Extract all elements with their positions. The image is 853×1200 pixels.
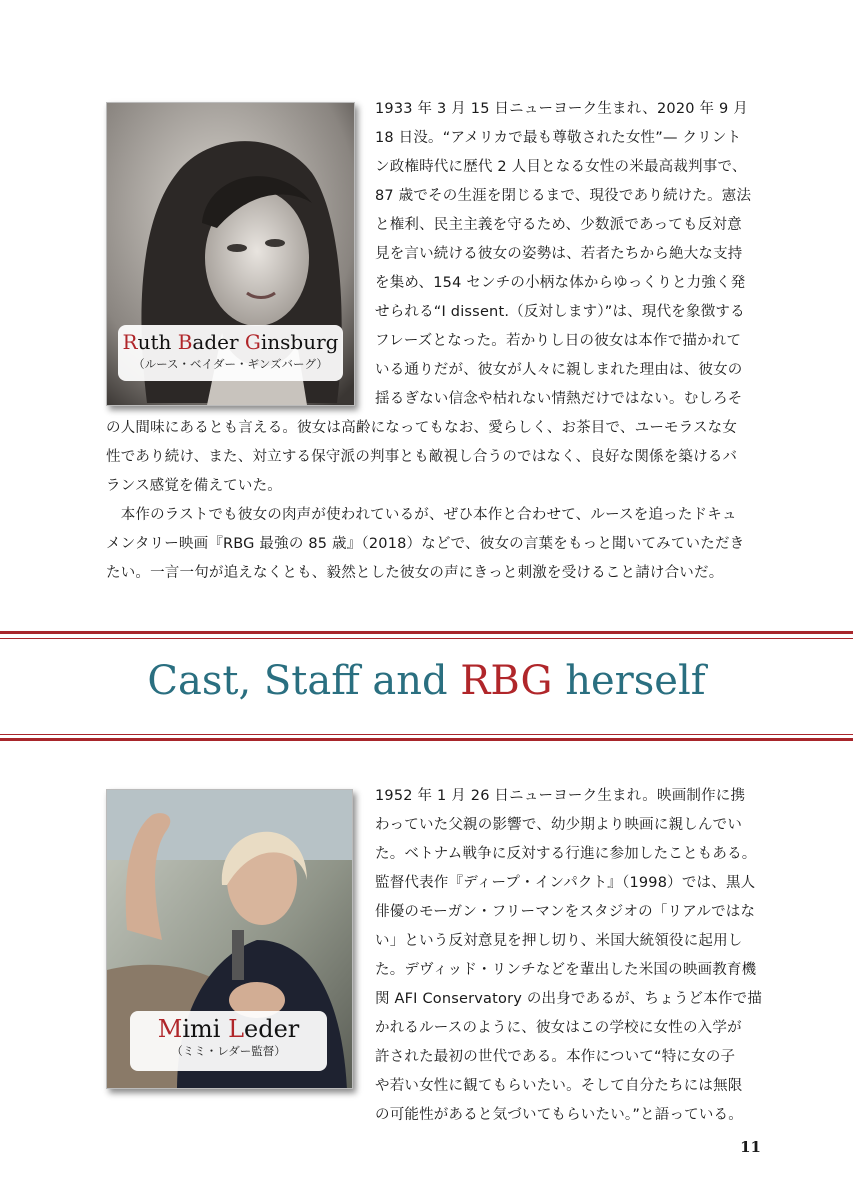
text-line: メンタリー映画『RBG 最強の 85 歳』（2018）などで、彼女の言葉をもっと聞いてみていただき (106, 536, 745, 552)
text-line: 本作のラストでも彼女の肉声が使われているが、ぜひ本作と合わせて、ルースを追ったドキュ (106, 507, 737, 523)
text-line: かれるルースのように、彼女はこの学校に女性の入学が (375, 1020, 742, 1036)
ruth-bio-full-width (106, 414, 776, 588)
text-line: と権利、民主主義を守るため、少数派であっても反対意 (375, 217, 742, 233)
text-line: 性であり続け、また、対立する保守派の判事とも敵視し合うのではなく、良好な関係を築けるバ (106, 449, 738, 465)
ruth-name-card (118, 325, 343, 381)
mimi-portrait-photo (106, 789, 353, 1089)
text-line: フレーズとなった。若かりし日の彼女は本作で描かれて (375, 333, 742, 349)
text-line: わっていた父親の影響で、幼少期より映画に親しんでい (375, 817, 743, 833)
ruth-portrait-photo (106, 102, 355, 406)
top-rule-thin (0, 638, 853, 639)
text-line: 揺るぎない信念や枯れない情熱だけではない。むしろそ (375, 391, 743, 407)
text-line: 1933 年 3 月 15 日ニューヨーク生まれ、2020 年 9 月 (375, 101, 748, 117)
mimi-name-katakana: （ミミ・レダー監督） (171, 1044, 286, 1058)
text-line: を集め、154 センチの小柄な体からゆっくりと力強く発 (375, 275, 746, 291)
mimi-name-card (130, 1011, 327, 1071)
text-line: た。デヴィッド・リンチなどを輩出した米国の映画教育機 (375, 962, 757, 978)
text-line: 許された最初の世代である。本作について“特に女の子 (375, 1049, 736, 1065)
section-heading: Cast, Staff and RBG herself (147, 658, 706, 704)
ruth-name-caption: Ruth Bader Ginsburg (122, 330, 339, 354)
text-line: 俳優のモーガン・フリーマンをスタジオの「リアルではな (375, 904, 756, 920)
text-line: の可能性があると気づいてもらいたい。”と語っている。 (375, 1107, 743, 1123)
text-line: 1952 年 1 月 26 日ニューヨーク生まれ。映画制作に携 (375, 788, 746, 804)
text-line: 18 日没。“アメリカで最も尊敬された女性”— クリント (375, 130, 742, 146)
text-line: の人間味にあるとも言える。彼女は高齢になってもなお、愛らしく、お茶目で、ユーモラスな女 (106, 420, 738, 436)
bottom-rule-thick (0, 738, 853, 741)
ruth-name-katakana: （ルース・ベイダー・ギンズバーグ） (133, 357, 328, 371)
text-line: ン政権時代に歴代 2 人目となる女性の米最高裁判事で、 (375, 159, 747, 175)
text-line: いる通りだが、彼女が人々に親しまれた理由は、彼女の (375, 362, 743, 378)
text-line: 87 歳でその生涯を閉じるまで、現役であり続けた。憲法 (375, 188, 752, 204)
text-line: ランス感覚を備えていた。 (106, 478, 282, 494)
text-line: 見を言い続ける彼女の姿勢は、若者たちから絶大な支持 (375, 246, 743, 262)
text-line: や若い女性に観てもらいたい。そして自分たちには無限 (375, 1078, 743, 1094)
text-line: た。ベトナム戦争に反対する行進に参加したこともある。 (375, 846, 757, 862)
text-line: 関 AFI Conservatory の出身であるが、ちょうど本作で描 (375, 991, 763, 1007)
bottom-rule-thin (0, 734, 853, 735)
text-line: 監督代表作『ディープ・インパクト』（1998）では、黒人 (375, 875, 756, 891)
mimi-bio-column (375, 782, 775, 1130)
ruth-bio-column (375, 95, 775, 414)
text-line: たい。一言一句が追えなくとも、毅然とした彼女の声にきっと刺激を受けること請け合いだ。 (106, 565, 724, 581)
page-number: 11 (740, 1138, 761, 1156)
mimi-name-caption: Mimi Leder (157, 1015, 300, 1043)
text-line: い」という反対意見を押し切り、米国大統領役に起用し (375, 933, 743, 949)
text-line: せられる“I dissent.（反対します）”は、現代を象徴する (375, 304, 745, 320)
top-rule-thick (0, 631, 853, 634)
